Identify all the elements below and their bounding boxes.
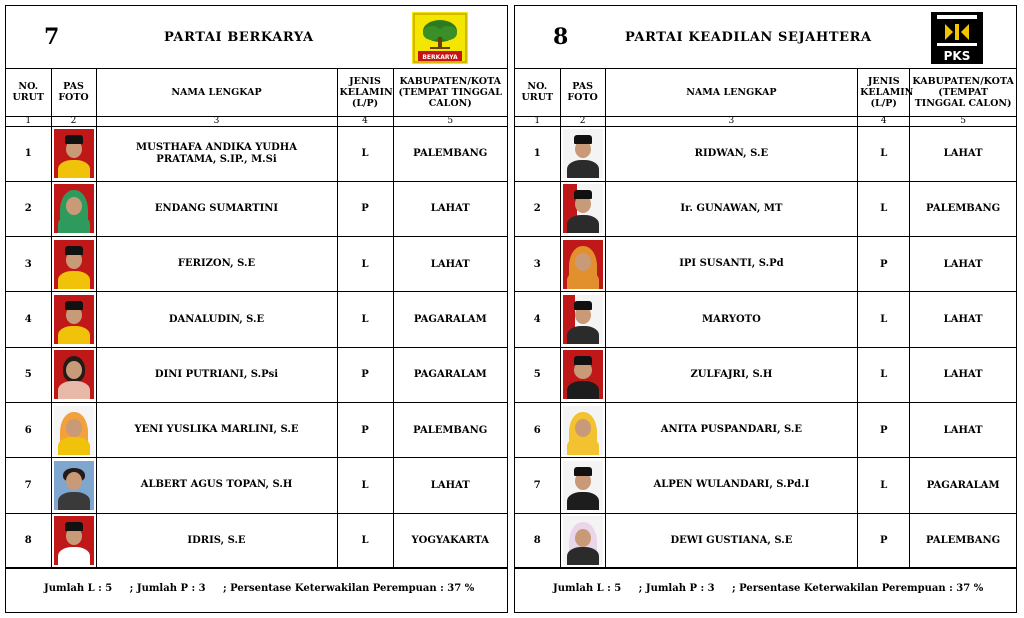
table-row	[515, 347, 1016, 402]
col-index: 5	[910, 116, 1016, 126]
party-panel-berkarya	[5, 5, 508, 613]
candidate-photo	[563, 240, 603, 289]
summary-text: Jumlah L : 5 ; Jumlah P : 3 ; Persentase Keterwakilan Perempuan : 37 %	[553, 583, 984, 594]
candidate-number: 7	[6, 458, 51, 513]
summary-footer	[6, 567, 507, 612]
table-row	[6, 402, 507, 457]
candidate-photo	[563, 350, 603, 399]
candidate-number: 2	[6, 181, 51, 236]
candidate-city: PALEMBANG	[910, 181, 1016, 236]
candidate-number: 5	[6, 347, 51, 402]
candidate-number: 2	[515, 181, 560, 236]
candidate-city: YOGYAKARTA	[393, 513, 507, 568]
candidate-city: LAHAT	[393, 458, 507, 513]
pks-logo-icon	[931, 12, 983, 64]
candidate-photo	[54, 295, 94, 344]
candidate-name: ZULFAJRI, S.H	[605, 347, 858, 402]
col-index: 5	[393, 116, 507, 126]
col-header-kab: KABUPATEN/KOTA (TEMPAT TINGGAL CALON)	[393, 69, 507, 116]
candidate-number: 4	[515, 292, 560, 347]
col-header-foto: PAS FOTO	[560, 69, 605, 116]
table-row	[515, 458, 1016, 513]
table-row	[6, 458, 507, 513]
candidate-gender: L	[858, 347, 910, 402]
candidate-number: 3	[6, 237, 51, 292]
table-row	[515, 181, 1016, 236]
col-header-kab: KABUPATEN/KOTA (TEMPAT TINGGAL CALON)	[910, 69, 1016, 116]
candidate-number: 4	[6, 292, 51, 347]
party-number: 7	[44, 24, 60, 50]
candidate-name: DEWI GUSTIANA, S.E	[605, 513, 858, 568]
candidate-name: FERIZON, S.E	[96, 237, 337, 292]
table-row	[6, 126, 507, 181]
candidate-photo	[54, 129, 94, 178]
table-row	[6, 347, 507, 402]
candidate-photo	[54, 350, 94, 399]
candidate-city: PAGARALAM	[910, 458, 1016, 513]
col-index: 1	[6, 116, 51, 126]
candidate-number: 3	[515, 237, 560, 292]
candidate-city: PALEMBANG	[393, 402, 507, 457]
column-index-row	[515, 116, 1016, 126]
candidate-name: YENI YUSLIKA MARLINI, S.E	[96, 402, 337, 457]
candidate-number: 8	[515, 513, 560, 568]
candidate-number: 8	[6, 513, 51, 568]
col-index: 4	[858, 116, 910, 126]
candidate-gender: L	[858, 126, 910, 181]
table-header-row	[6, 69, 507, 116]
party-name: PARTAI KEADILAN SEJAHTERA	[625, 30, 872, 45]
table-row	[6, 292, 507, 347]
candidate-gender: L	[337, 237, 393, 292]
candidate-gender: L	[337, 126, 393, 181]
candidate-city: LAHAT	[393, 181, 507, 236]
candidate-gender: L	[858, 292, 910, 347]
summary-text: Jumlah L : 5 ; Jumlah P : 3 ; Persentase Keterwakilan Perempuan : 37 %	[44, 583, 475, 594]
candidate-photo	[54, 516, 94, 565]
table-row	[6, 237, 507, 292]
candidate-photo	[54, 461, 94, 510]
table-row	[6, 181, 507, 236]
table-header-row	[515, 69, 1016, 116]
candidate-city: LAHAT	[910, 126, 1016, 181]
candidate-city: LAHAT	[910, 237, 1016, 292]
party-panel-pks	[514, 5, 1017, 613]
logo-text: PKS	[943, 49, 971, 63]
candidate-photo	[54, 240, 94, 289]
candidate-name: RIDWAN, S.E	[605, 126, 858, 181]
candidate-name: DANALUDIN, S.E	[96, 292, 337, 347]
table-row	[515, 292, 1016, 347]
candidate-name: ALBERT AGUS TOPAN, S.H	[96, 458, 337, 513]
party-number: 8	[553, 24, 569, 50]
candidate-number: 6	[515, 402, 560, 457]
col-header-no: NO. URUT	[515, 69, 560, 116]
col-header-no: NO. URUT	[6, 69, 51, 116]
table-row	[515, 126, 1016, 181]
logo-text: BERKARYA	[422, 54, 458, 61]
candidate-name: IPI SUSANTI, S.Pd	[605, 237, 858, 292]
candidate-gender: L	[337, 513, 393, 568]
candidate-name: ENDANG SUMARTINI	[96, 181, 337, 236]
candidate-city: PAGARALAM	[393, 347, 507, 402]
table-row	[6, 513, 507, 568]
candidate-table	[6, 69, 507, 569]
party-header	[515, 6, 1016, 69]
summary-footer	[515, 567, 1016, 612]
candidate-city: LAHAT	[910, 347, 1016, 402]
candidate-gender: P	[858, 402, 910, 457]
candidate-number: 6	[6, 402, 51, 457]
candidate-gender: L	[337, 458, 393, 513]
candidate-gender: P	[858, 237, 910, 292]
col-header-jk: JENIS KELAMIN (L/P)	[337, 69, 393, 116]
table-row	[515, 402, 1016, 457]
candidate-gender: L	[858, 181, 910, 236]
col-index: 1	[515, 116, 560, 126]
candidate-name: DINI PUTRIANI, S.Psi	[96, 347, 337, 402]
candidate-gender: P	[858, 513, 910, 568]
candidate-gender: P	[337, 181, 393, 236]
candidate-city: PALEMBANG	[910, 513, 1016, 568]
candidate-name: ALPEN WULANDARI, S.Pd.I	[605, 458, 858, 513]
candidate-number: 1	[6, 126, 51, 181]
candidate-photo	[563, 129, 603, 178]
candidate-photo	[54, 406, 94, 455]
col-index: 3	[605, 116, 858, 126]
column-index-row	[6, 116, 507, 126]
candidate-photo	[563, 461, 603, 510]
candidate-photo	[563, 295, 603, 344]
table-row	[515, 513, 1016, 568]
berkarya-banyan-tree-logo-icon	[412, 12, 468, 64]
candidate-photo	[563, 516, 603, 565]
candidate-city: LAHAT	[910, 402, 1016, 457]
candidate-name: IDRIS, S.E	[96, 513, 337, 568]
candidate-photo	[54, 184, 94, 233]
col-header-jk: JENIS KELAMIN (L/P)	[858, 69, 910, 116]
table-row	[515, 237, 1016, 292]
candidate-name: MUSTHAFA ANDIKA YUDHA PRATAMA, S.IP., M.Si	[96, 126, 337, 181]
candidate-name: ANITA PUSPANDARI, S.E	[605, 402, 858, 457]
candidate-name: Ir. GUNAWAN, MT	[605, 181, 858, 236]
col-index: 2	[560, 116, 605, 126]
candidate-city: LAHAT	[393, 237, 507, 292]
party-name: PARTAI BERKARYA	[164, 30, 314, 45]
candidate-number: 5	[515, 347, 560, 402]
col-index: 3	[96, 116, 337, 126]
candidate-photo	[563, 184, 603, 233]
candidate-gender: L	[858, 458, 910, 513]
candidate-gender: L	[337, 292, 393, 347]
col-header-foto: PAS FOTO	[51, 69, 96, 116]
candidate-table	[515, 69, 1016, 569]
candidate-number: 7	[515, 458, 560, 513]
col-index: 4	[337, 116, 393, 126]
col-index: 2	[51, 116, 96, 126]
candidate-gender: P	[337, 402, 393, 457]
candidate-photo	[563, 406, 603, 455]
candidate-city: LAHAT	[910, 292, 1016, 347]
candidate-gender: P	[337, 347, 393, 402]
party-header	[6, 6, 507, 69]
candidate-number: 1	[515, 126, 560, 181]
candidate-name: MARYOTO	[605, 292, 858, 347]
candidate-city: PALEMBANG	[393, 126, 507, 181]
candidate-city: PAGARALAM	[393, 292, 507, 347]
col-header-nama: NAMA LENGKAP	[605, 69, 858, 116]
col-header-nama: NAMA LENGKAP	[96, 69, 337, 116]
